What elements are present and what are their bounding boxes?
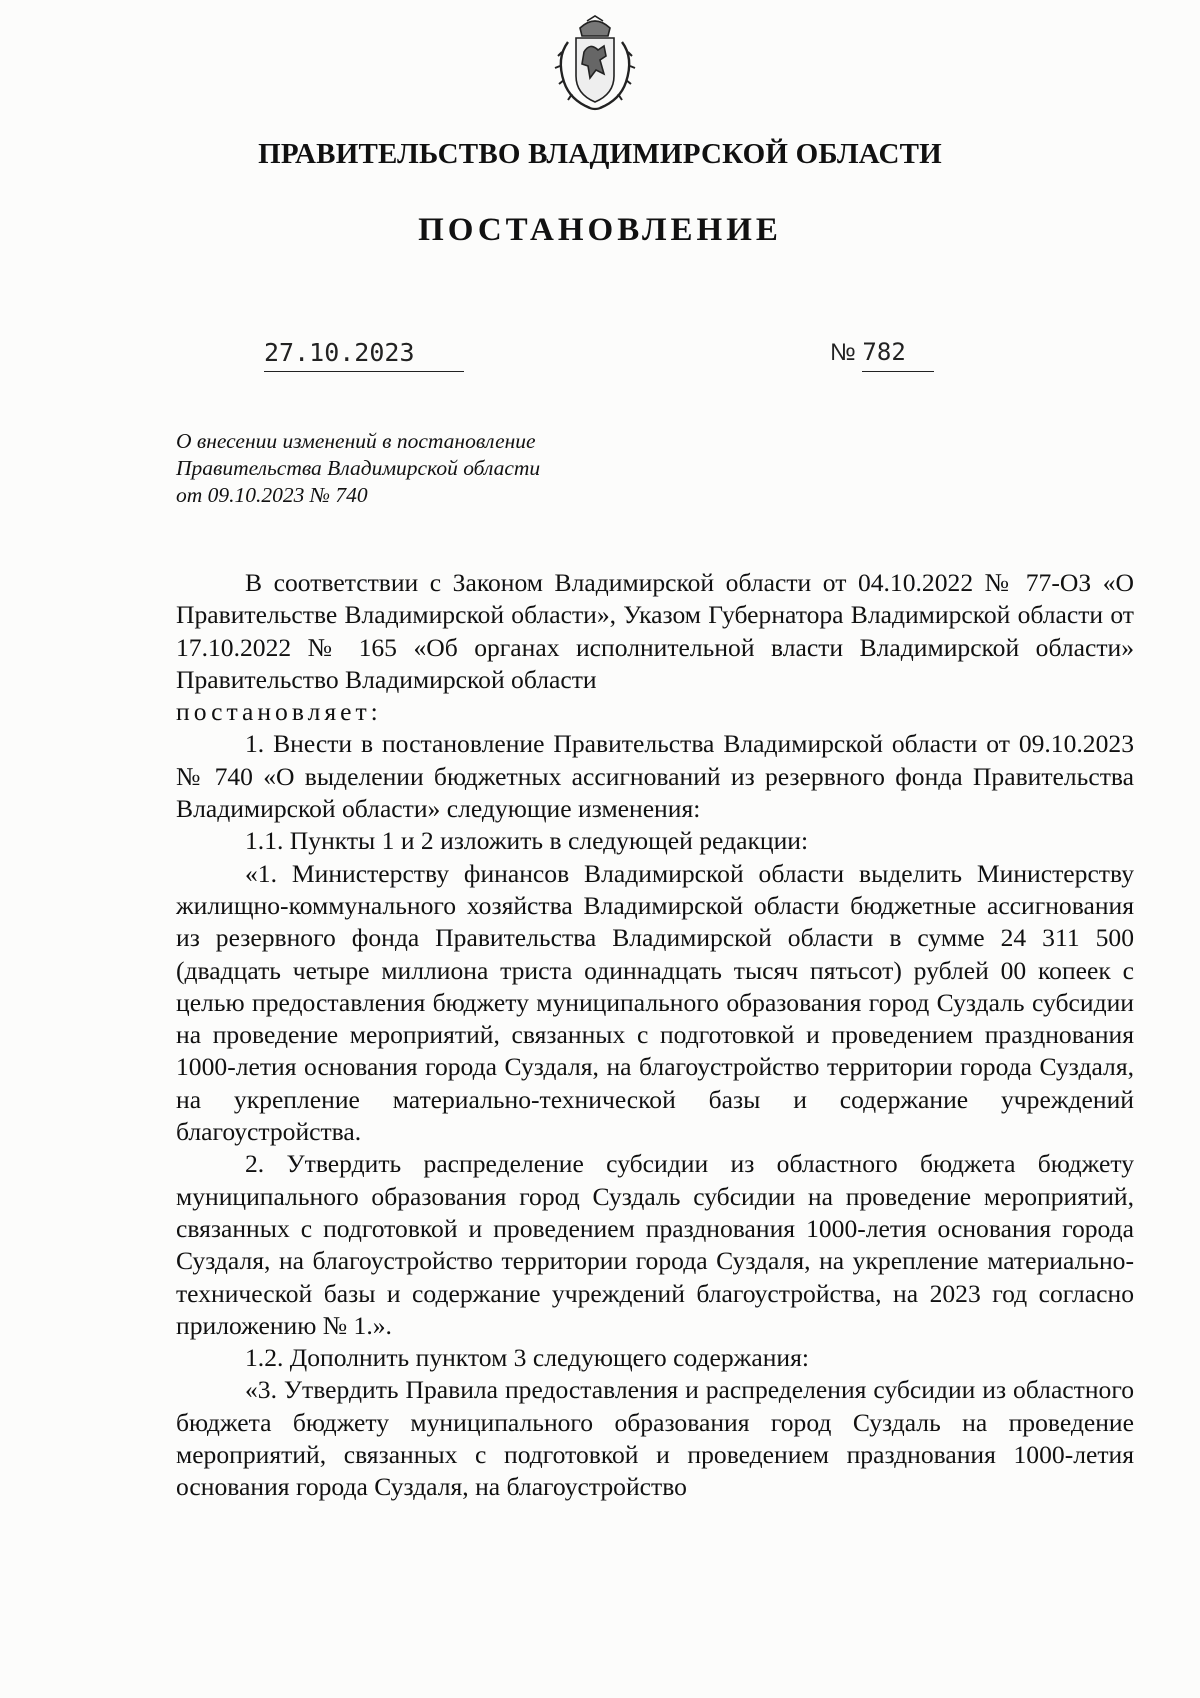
number-value: 782 xyxy=(862,338,906,366)
quoted-item-1: «1. Министерству финансов Владимирской области выделить Министерству жилищно-коммунального хозяйства Владимирской области бюджетные ассигнования из резервного фонда Правительства Владимирской области в сумме 24 311 500 (двадцать четыре миллиона триста одиннадцать тысяч пятьсот) рублей 00 копеек с целью предоставления бюджету муниципального образования город Суздаль субсидии на проведение мероприятий, связанных с подготовкой и проведением празднования 1000-летия основания города Суздаля, на благоустройство территории города Суздаля, на укрепление материально-технической базы и содержание учреждений благоустройства. xyxy=(176,858,1134,1147)
subject-line: О внесении изменений в постановление xyxy=(176,429,536,453)
paragraph-1-2: 1.2. Дополнить пунктом 3 следующего содержания: xyxy=(245,1343,809,1373)
number-sign: № xyxy=(830,339,856,366)
document-number xyxy=(830,338,906,367)
subject-line: от 09.10.2023 № 740 xyxy=(176,483,368,507)
organization-title: ПРАВИТЕЛЬСТВО ВЛАДИМИРСКОЙ ОБЛАСТИ xyxy=(258,138,942,170)
document-date: 27.10.2023 xyxy=(264,338,415,367)
resolves-word: постановляет: xyxy=(176,697,382,727)
quoted-item-2: 2. Утвердить распределение субсидии из областного бюджета бюджету муниципального образования город Суздаль субсидии на проведение мероприятий, связанных с подготовкой и проведением празднования 1000-летия основания города Суздаля, на благоустройство территории города Суздаля, на укрепление материально-технической базы и содержание учреждений благоустройства, на 2023 год согласно приложению № 1.». xyxy=(176,1149,1134,1340)
document-body xyxy=(176,567,1134,1504)
number-underline xyxy=(862,371,934,372)
paragraph-1-1: 1.1. Пункты 1 и 2 изложить в следующей редакции: xyxy=(245,826,809,856)
subject-line: Правительства Владимирской области xyxy=(176,456,541,480)
quoted-item-3: «3. Утвердить Правила предоставления и распределения субсидии из областного бюджета бюджету муниципального образования город Суздаль на проведение мероприятий, связанных с подготовкой и проведением празднования 1000-летия основания города Суздаля, на благоустройство xyxy=(176,1375,1134,1502)
paragraph-1: 1. Внести в постановление Правительства Владимирской области от 09.10.2023 № 740 «О выделении бюджетных ассигнований из резервного фонда Правительства Владимирской области» следующие изменения: xyxy=(176,729,1134,824)
coat-of-arms-emblem xyxy=(550,12,640,114)
document-subject xyxy=(176,428,636,509)
document-type-title: ПОСТАНОВЛЕНИЕ xyxy=(418,212,782,248)
date-underline xyxy=(264,371,464,372)
intro-paragraph: В соответствии с Законом Владимирской области от 04.10.2022 № 77-ОЗ «О Правительстве Владимирской области», Указом Губернатора Владимирской области от 17.10.2022 № 165 «Об органах исполнительной власти Владимирской области» Правительство Владимирской области xyxy=(176,568,1134,694)
